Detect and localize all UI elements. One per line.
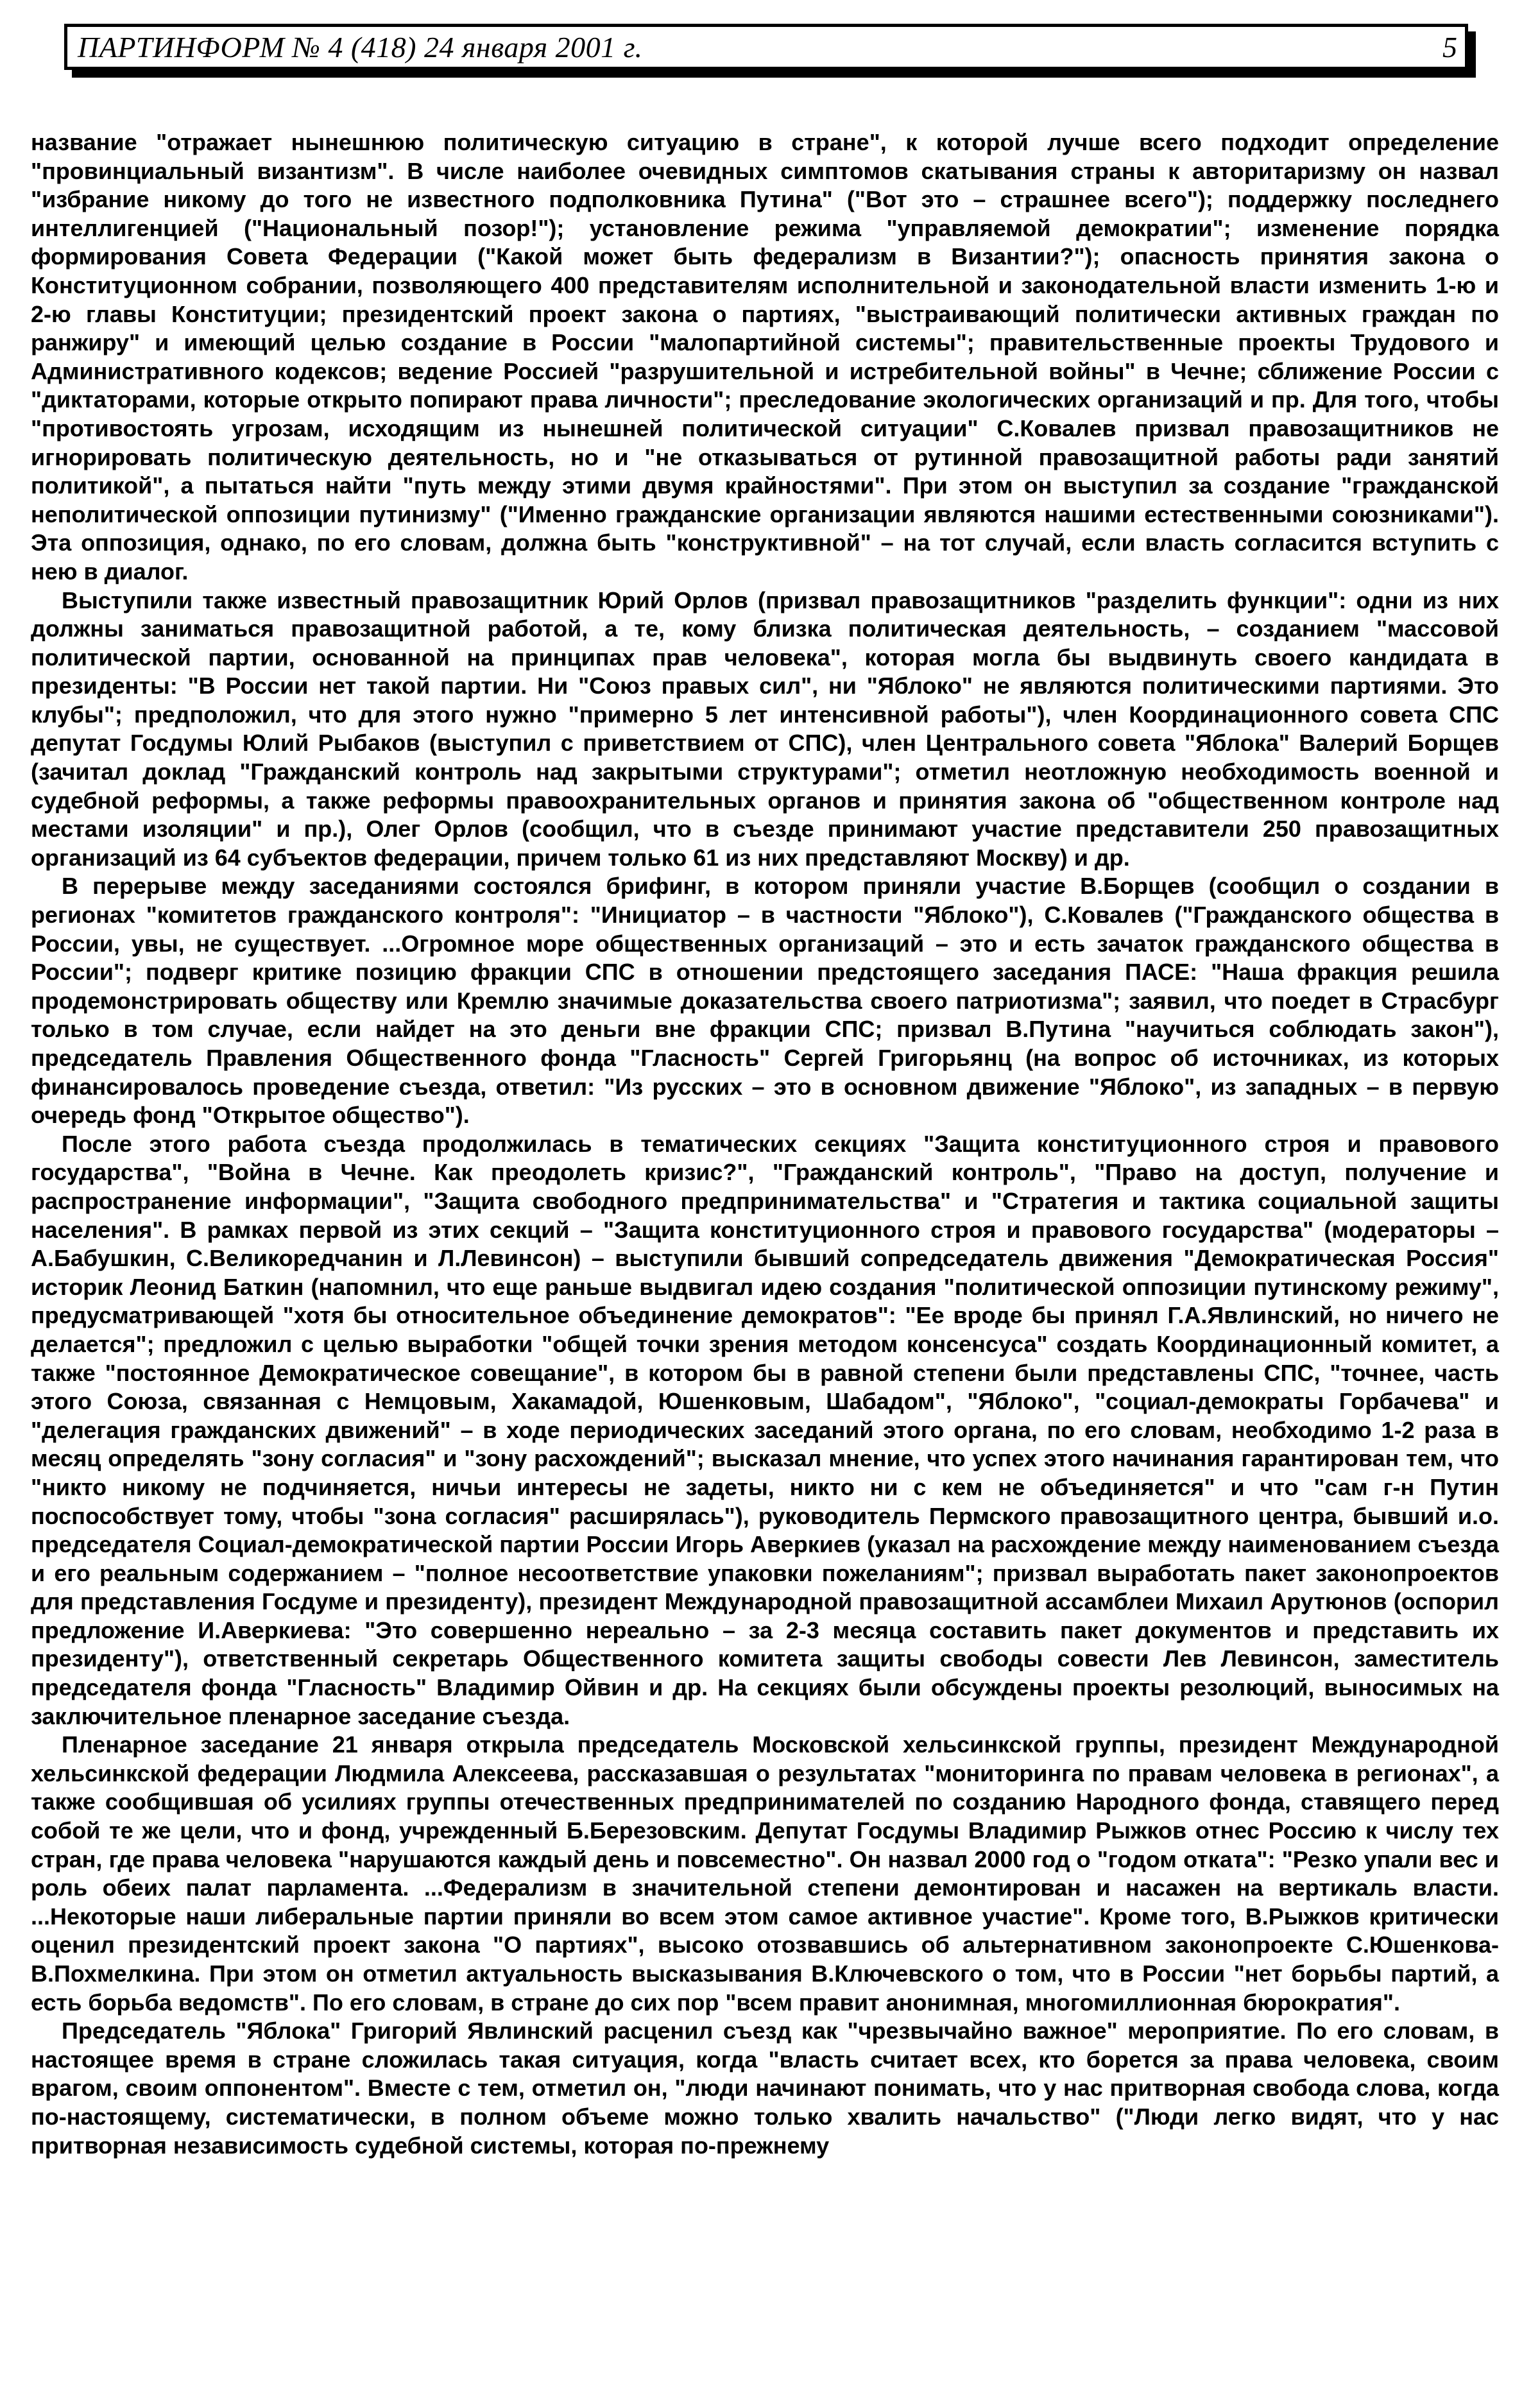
article-paragraph: После этого работа съезда продолжилась в тематических секциях "Защита конституционного строя и правового государства", "Война в Чечне. Как преодолеть кризис?", "Гражданский контроль", "Право на доступ, получение и распространение информации", "Защита свободного предпринимательства" и "Стратегия и тактика социальной защиты населения". В рамках первой из этих секций – "Защита конституционного строя и правового государства" (модераторы – А.Бабушкин, С.Великоредчанин и Л.Левинсон) – выступили бывший сопредседатель движения "Демократическая Россия" историк Леонид Баткин (напомнил, что еще раньше выдвигал идею создания "политической оппозиции путинскому режиму", предусматривающей "хотя бы относительное объединение демократов": "Ее вроде бы принял Г.А.Явлинский, но ничего не делается"; предложил с целью выработки "общей точки зрения методом консенсуса" создать Координационный комитет, а также "постоянное Демократическое совещание", в котором бы в равной степени были представлены СПС, "точнее, часть этого Союза, связанная с Немцовым, Хакамадой, Юшенковым, Шабадом", "Яблоко", "социал-демократы Горбачева" и "делегация гражданских движений" – в ходе периодических заседаний этого органа, по его словам, необходимо 1-2 раза в месяц определять "зону согласия" и "зону расхождений"; высказал мнение, что успех этого начинания гарантирован тем, что "никто никому не подчиняется, ничьи интересы не задеты, никто ни с кем не объединяется" и что "сам г-н Путин поспособствует тому, чтобы "зона согласия" расширялась"), руководитель Пермского правозащитного центра, бывший и.о. председателя Социал-демократической партии России Игорь Аверкиев (указал на расхождение между наименованием съезда и его реальным содержанием – "полное несоответствие упаковки пожеланиям"; призвал выработать пакет законопроектов для представления Госдуме и президенту), президент Международной правозащитной ассамблеи Михаил Арутюнов (оспорил предложение И.Аверкиева: "Это совершенно нереально – за 2-3 месяца составить пакет документов и представить их президенту"), ответственный секретарь Общественного комитета защиты свободы совести Лев Левинсон, заместитель председателя фонда "Гласность" Владимир Ойвин и др. На секциях были обсуждены проекты резолюций, выносимых на заключительное пленарное заседание съезда. (31, 1130, 1499, 1729)
article-paragraph: Пленарное заседание 21 января открыла председатель Московской хельсинкской группы, президент Международной хельсинкской федерации Людмила Алексеева, рассказавшая о результатах "мониторинга по правам человека в регионах", а также сообщившая об усилиях группы отечественных предпринимателей по созданию Народного фонда, ставящего перед собой те же цели, что и фонд, учрежденный Б.Березовским. Депутат Госдумы Владимир Рыжков отнес Россию к числу тех стран, где права человека "нарушаются каждый день и повсеместно". Он назвал 2000 год о "годом отката": "Резко упали вес и роль обеих палат парламента. ...Федерализм в значительной степени демонтирован и насажен на вертикаль власти. ...Некоторые наши либеральные партии приняли во всем этом самое активное участие". Кроме того, В.Рыжков критически оценил президентский проект закона "О партиях", высоко отозвавшись об альтернативном законопроекте С.Юшенкова-В.Похмелкина. При этом он отметил актуальность высказывания В.Ключевского о том, что в России "нет борьбы партий, а есть борьба ведомств". По его словам, в стране до сих пор "всем правит анонимная, многомиллионная бюрократия". (31, 1731, 1499, 2016)
newspaper-issue-title: ПАРТИНФОРМ № 4 (418) 24 января 2001 г. (78, 30, 643, 64)
article-paragraph: Председатель "Яблока" Григорий Явлинский расценил съезд как "чрезвычайно важное" мероприятие. По его словам, в настоящее время в стране сложилась такая ситуация, когда "власть считает всех, кто борется за права человека, своим врагом, своим оппонентом". Вместе с тем, отметил он, "люди начинают понимать, что у нас притворная свобода слова, когда по-настоящему, систематически, в полном объеме можно только хвалить начальство" ("Люди легко видят, что у нас притворная независимость судебной системы, которая по-прежнему (31, 2018, 1499, 2159)
article-paragraph: Выступили также известный правозащитник Юрий Орлов (призвал правозащитников "разделить функции": одни из них должны заниматься правозащитной работой, а те, кому близка политическая деятельность, – созданием "массовой политической партии, основанной на принципах прав человека", которая могла бы выдвинуть своего кандидата в президенты: "В России нет такой партии. Ни "Союз правых сил", ни "Яблоко" не являются политическими партиями. Это клубы"; предположил, что для этого нужно "примерно 5 лет интенсивной работы"), член Координационного совета СПС депутат Госдумы Юлий Рыбаков (выступил с приветствием от СПС), член Центрального совета "Яблока" Валерий Борщев (зачитал доклад "Гражданский контроль над закрытыми структурами"; отметил неотложную необходимость военной и судебной реформы, а также реформы правоохранительных органов и принятия закона об "общественном контроле над местами изоляции" и пр.), Олег Орлов (сообщил, что в съезде принимают участие представители 250 правозащитных организаций из 64 субъектов федерации, причем только 61 из них представляют Москву) и др. (31, 587, 1499, 871)
page-header (64, 24, 1468, 70)
page-number: 5 (1442, 30, 1457, 64)
article-paragraph: В перерыве между заседаниями состоялся брифинг, в котором приняли участие В.Борщев (сообщил о создании в регионах "комитетов гражданского контроля": "Инициатор – в частности "Яблоко"), С.Ковалев ("Гражданского общества в России, увы, не существует. ...Огромное море общественных организаций – это и есть зачаток гражданского общества в России"; подверг критике позицию фракции СПС в отношении предстоящего заседания ПАСЕ: "Наша фракция решила продемонстрировать обществу или Кремлю значимые доказательства своего патриотизма"; заявил, что поедет в Страсбург только в том случае, если найдет на это деньги вне фракции СПС; призвал В.Путина "научиться соблюдать закон"), председатель Правления Общественного фонда "Гласность" Сергей Григорьянц (на вопрос об источниках, из которых финансировалось проведение съезда, ответил: "Из русских – это в основном движение "Яблоко", из западных – в первую очередь фонд "Открытое общество"). (31, 873, 1499, 1129)
article-paragraph: название "отражает нынешнюю политическую ситуацию в стране", к которой лучше всего подходит определение "провинциальный византизм". В числе наиболее очевидных симптомов скатывания страны к авторитаризму он назвал "избрание никому до того не известного подполковника Путина" ("Вот это – страшнее всего"); поддержку последнего интеллигенцией ("Национальный позор!"); установление режима "управляемой демократии"; изменение порядка формирования Совета Федерации ("Какой может быть федерализм в Византии?"); опасность принятия закона о Конституционном собрании, позволяющего 400 представителям исполнительной и законодательной власти изменить 1-ю и 2-ю главы Конституции; президентский проект закона о партиях, "выстраивающий политически активных граждан по ранжиру" и имеющий целью создание в России "малопартийной системы"; правительственные проекты Трудового и Административного кодексов; ведение Россией "разрушительной и истребительной войны" в Чечне; сближение России с "диктаторами, которые открыто попирают права личности"; преследование экологических организаций и пр. Для того, чтобы "противостоять угрозам, исходящим из нынешней политической ситуации" С.Ковалев призвал правозащитников не игнорировать политическую деятельность, но и "не отказываться от рутинной правозащитной работы ради занятий политикой", а пытаться найти "путь между этими двумя крайностями". При этом он выступил за создание "гражданской неполитической оппозиции путинизму" ("Именно гражданские организации являются нашими естественными союзниками"). Эта оппозиция, однако, по его словам, должна быть "конструктивной" – на тот случай, если власть согласится вступить с нею в диалог. (31, 129, 1499, 585)
article-body (31, 128, 1499, 2160)
